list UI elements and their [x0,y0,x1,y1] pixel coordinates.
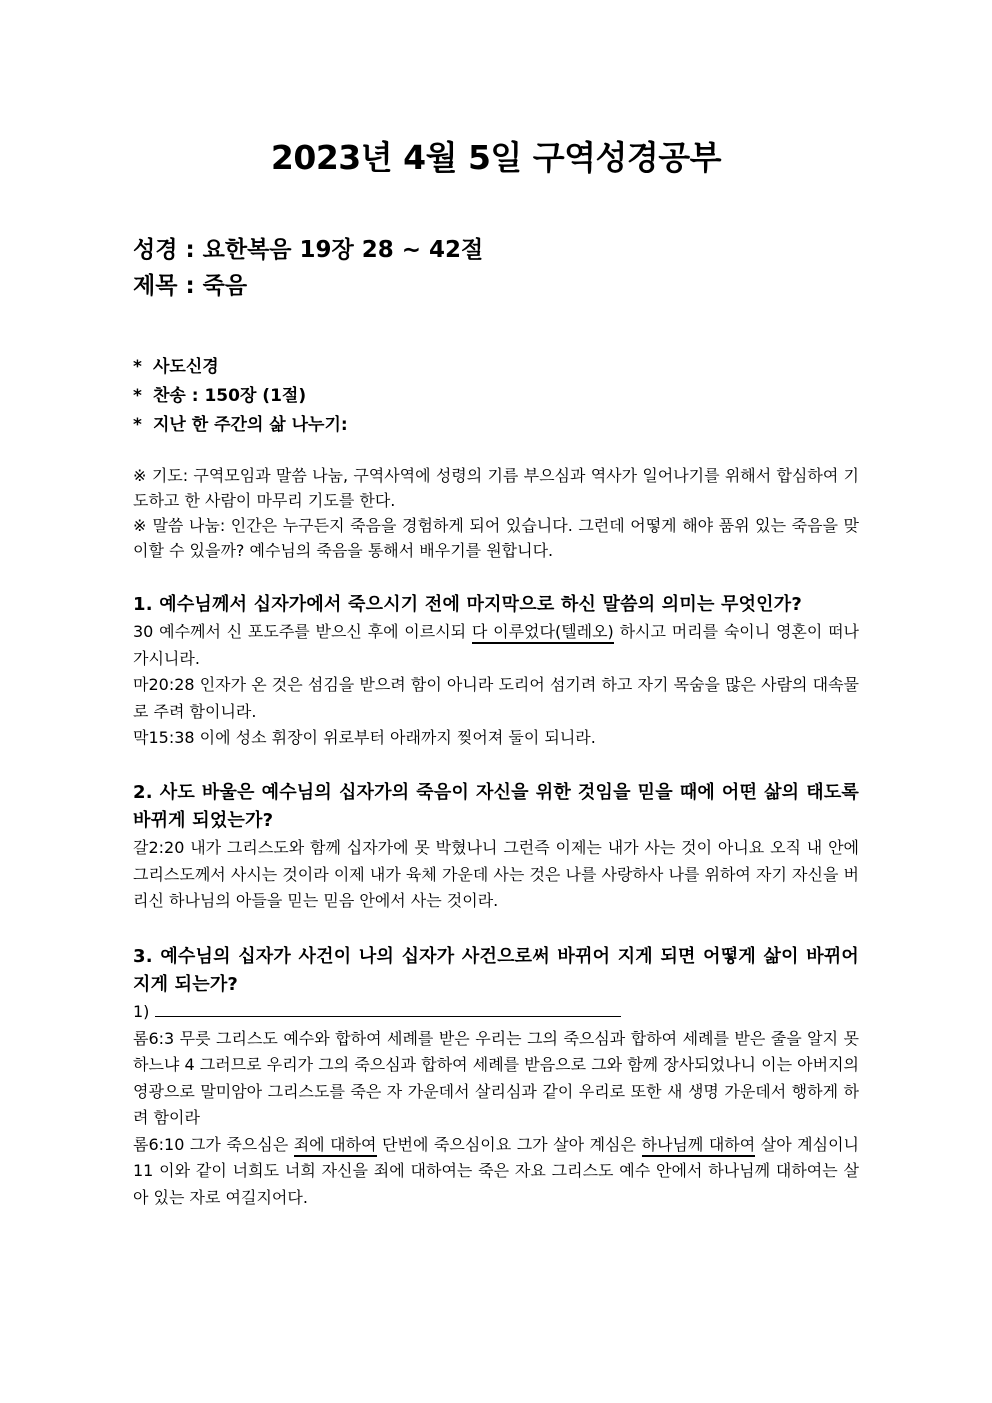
underlined-phrase: 하나님께 대하여 [642,1135,756,1157]
lesson-meta [133,232,483,304]
lesson-subject: 제목 : 죽음 [133,273,248,299]
verse-text: 롬6:10 그가 죽으심은 죄에 대하여 단번에 죽으심이요 그가 살아 계심은 하나님께 대하여 살아 계심이니 11 이와 같이 너희도 너희 자신을 죄에 대하여는 죽은 자요 그리스도 예수 안에서 하나님께 대하여는 살아 있는 자로 여길지어다. [133,1134,859,1207]
verse-text: 마20:28 인자가 온 것은 섬김을 받으려 함이 아니라 도리어 섬기려 하고 자기 목숨을 많은 사람의 대속물로 주려 함이니라. [133,675,859,721]
list-item: * 지난 한 주간의 삶 나누기: [133,411,348,440]
sharing-note: ※ 말씀 나눔: 인간은 누구든지 죽음을 경험하게 되어 있습니다. 그런데 어떻게 해야 품위 있는 죽음을 맞이할 수 있을까? 예수님의 죽음을 통해서 배우기를 원합니다. [133,516,859,560]
list-item: * 사도신경 [133,353,348,382]
verse-text: 갈2:20 내가 그리스도와 함께 십자가에 못 박혔나니 그런즉 이제는 내가 사는 것이 아니요 오직 내 안에 그리스도께서 사시는 것이라 이제 내가 육체 가운데 사는 것은 나를 사랑하사 나를 위하여 자기 자신을 버리신 하나님의 아들을 믿는 믿음 안에서 사는 것이라. [133,838,859,910]
question-heading: 3. 예수님의 십자가 사건이 나의 십자가 사건으로써 바뀌어 지게 되면 어떻게 삶이 바뀌어 지게 되는가? [133,946,859,995]
question-1 [133,591,859,752]
order-list [133,353,348,440]
prayer-note: ※ 기도: 구역모임과 말씀 나눔, 구역사역에 성령의 기름 부으심과 역사가 일어나기를 위해서 합심하여 기도하고 한 사람이 마무리 기도를 한다. [133,466,859,510]
scripture-reference: 성경 : 요한복음 19장 28 ~ 42절 [133,237,484,263]
question-2 [133,779,859,915]
verse-text: 30 예수께서 신 포도주를 받으신 후에 이르시되 다 이루었다(텔레오) 하시고 머리를 숙이니 영혼이 떠나가시니라. [133,622,860,668]
bullet-marker: * [133,386,142,406]
bullet-marker: * [133,357,142,377]
answer-blank-line: 1) [133,999,859,1026]
page-title: 2023년 4월 5일 구역성경공부 [270,138,722,177]
bullet-marker: * [133,415,142,435]
question-heading: 1. 예수님께서 십자가에서 죽으시기 전에 마지막으로 하신 말씀의 의미는 무엇인가? [133,594,803,615]
list-item: * 찬송 : 150장 (1절) [133,382,348,411]
question-3 [133,943,859,1211]
question-heading: 2. 사도 바울은 예수님의 십자가의 죽음이 자신을 위한 것임을 믿을 때에 어떤 삶의 태도록 바뀌게 되었는가? [133,782,859,831]
underlined-phrase: 죄에 대하여 [294,1135,377,1157]
intro-notes [133,463,859,563]
underlined-phrase: 다 이루었다(텔레오) [472,622,614,644]
answer-blank [155,1002,621,1017]
verse-text: 막15:38 이에 성소 휘장이 위로부터 아래까지 찢어져 둘이 되니라. [133,728,596,747]
verse-text: 롬6:3 무릇 그리스도 예수와 합하여 세례를 받은 우리는 그의 죽으심과 합하여 세례를 받은 줄을 알지 못하느냐 4 그러므로 우리가 그의 죽으심과 합하여 세례를 받음으로 그와 함께 장사되었나니 이는 아버지의 영광으로 말미암아 그리스도를 죽은 자 가운데서 살리심과 같이 우리로 또한 새 생명 가운데서 행하게 하려 함이라 [133,1028,859,1127]
